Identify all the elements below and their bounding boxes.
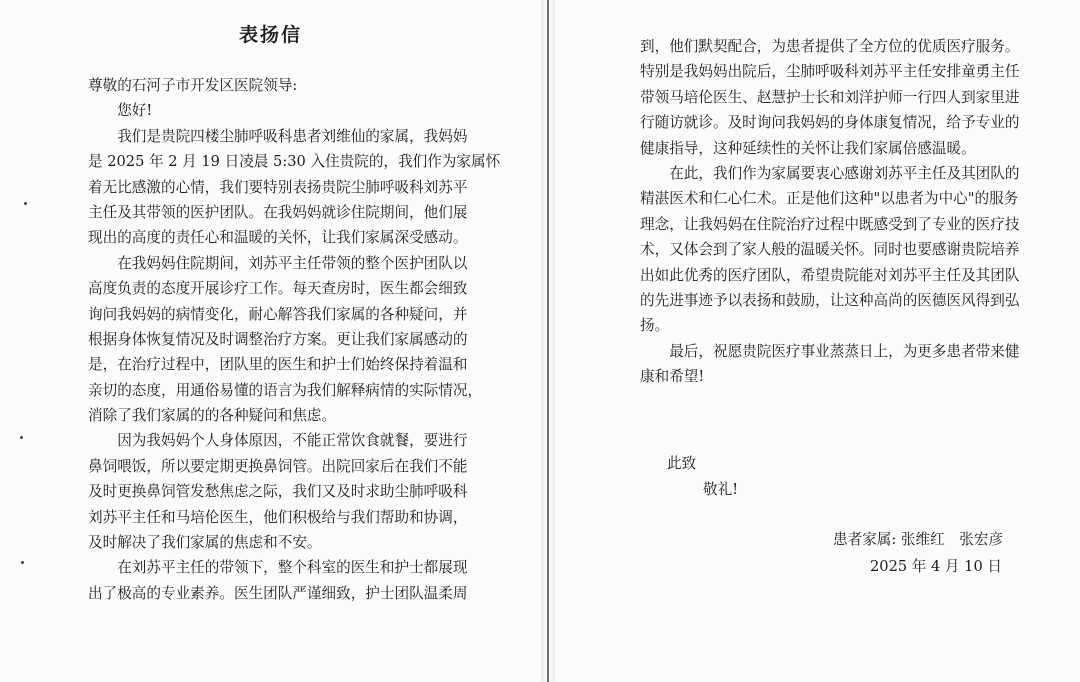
signature: 患者家属: 张维红 张宏彦 <box>833 531 1004 548</box>
letter-date: 2025 年 4 月 10 日 <box>870 558 1002 575</box>
left-line-19: 及时解决了我们家属的焦虑和不安。 <box>88 534 322 552</box>
left-line-5: 着无比感激的心情，我们要特别表扬贵院尘肺呼吸科刘苏平 <box>88 178 468 196</box>
left-line-13: 亲切的态度，用通俗易懂的语言为我们解释病情的实际情况， <box>88 381 483 399</box>
page-fold-line <box>547 0 549 682</box>
left-line-20: 在刘苏平主任的带领下，整个科室的医生和护士都展现 <box>88 559 468 577</box>
right-line-14: 康和希望! <box>640 368 705 386</box>
right-line-6: 在此，我们作为家属要衷心感谢刘苏平主任及其团队的 <box>640 164 1020 182</box>
left-line-15: 因为我妈妈个人身体原因，不能正常饮食就餐，要进行 <box>88 432 468 450</box>
left-line-16: 鼻饲喂饭，所以要定期更换鼻饲管。出院回家后在我们不能 <box>88 457 468 475</box>
letter-body-left <box>88 73 500 606</box>
right-line-10: 出如此优秀的医疗团队，希望贵院能对刘苏平主任及其团队 <box>640 266 1020 284</box>
scan-speck <box>20 436 23 439</box>
right-line-8: 理念，让我妈妈在住院治疗过程中既感受到了专业的医疗技 <box>640 215 1020 233</box>
left-line-18: 刘苏平主任和马培伦医生，他们积极给与我们帮助和协调， <box>88 508 468 526</box>
right-line-9: 术，又体会到了家人般的温暖关怀。同时也要感谢贵院培养 <box>640 241 1020 259</box>
left-line-2: 您好! <box>88 102 153 120</box>
scan-speck <box>24 202 27 205</box>
left-line-21: 出了极高的专业素养。医生团队严谨细致，护士团队温柔周 <box>88 584 468 602</box>
right-line-13: 最后，祝愿贵院医疗事业蒸蒸日上，为更多患者带来健 <box>640 342 1020 360</box>
left-line-3: 我们是贵院四楼尘肺呼吸科患者刘维仙的家属，我妈妈 <box>88 127 468 145</box>
right-line-12: 扬。 <box>640 317 670 335</box>
left-line-9: 高度负责的态度开展诊疗工作。每天查房时，医生都会细致 <box>88 280 468 298</box>
right-line-7: 精湛医术和仁心仁术。正是他们这种"以患者为中心"的服务 <box>640 190 1019 208</box>
left-line-17: 及时更换鼻饲管发愁焦虑之际，我们又及时求助尘肺呼吸科 <box>88 483 468 501</box>
left-line-8: 在我妈妈住院期间，刘苏平主任带领的整个医护团队以 <box>88 254 468 272</box>
left-line-11: 根据身体恢复情况及时调整治疗方案。更让我们家属感动的 <box>88 330 468 348</box>
left-line-10: 询问我妈妈的病情变化，耐心解答我们家属的各种疑问，并 <box>88 305 468 323</box>
left-line-1: 尊敬的石河子市开发区医院领导: <box>88 77 298 94</box>
right-line-4: 行随访就诊。及时询问我妈妈的身体康复情况，给予专业的 <box>640 114 1020 132</box>
scan-speck <box>21 561 24 564</box>
letter-body-right <box>640 34 1019 389</box>
right-line-11: 的先进事迹予以表扬和鼓励，让这种高尚的医德医风得到弘 <box>640 291 1020 309</box>
left-line-14: 消除了我们家属的的各种疑问和焦虑。 <box>88 407 337 425</box>
right-line-5: 健康指导，这种延续性的关怀让我们家属倍感温暖。 <box>640 139 976 157</box>
closing-regards: 敬礼! <box>703 481 739 498</box>
left-line-7: 现出的高度的责任心和温暖的关怀，让我们家属深受感动。 <box>88 229 468 247</box>
left-line-4: 是 2025 年 2 月 19 日凌晨 5:30 入住贵院的，我们作为家属怀 <box>88 153 501 171</box>
right-line-3: 带领马培伦医生、赵慧护士长和刘洋护师一行四人到家里进 <box>640 88 1020 106</box>
closing-salutation: 此致 <box>667 455 697 472</box>
left-line-12: 是，在治疗过程中，团队里的医生和护士们始终保持着温和 <box>88 356 468 374</box>
letter-title: 表扬信 <box>238 24 302 46</box>
right-line-2: 特别是我妈妈出院后，尘肺呼吸科刘苏平主任安排童勇主任 <box>640 63 1020 81</box>
left-line-6: 主任及其带领的医护团队。在我妈妈就诊住院期间，他们展 <box>88 203 468 221</box>
right-line-1: 到，他们默契配合，为患者提供了全方位的优质医疗服务。 <box>640 38 1020 55</box>
